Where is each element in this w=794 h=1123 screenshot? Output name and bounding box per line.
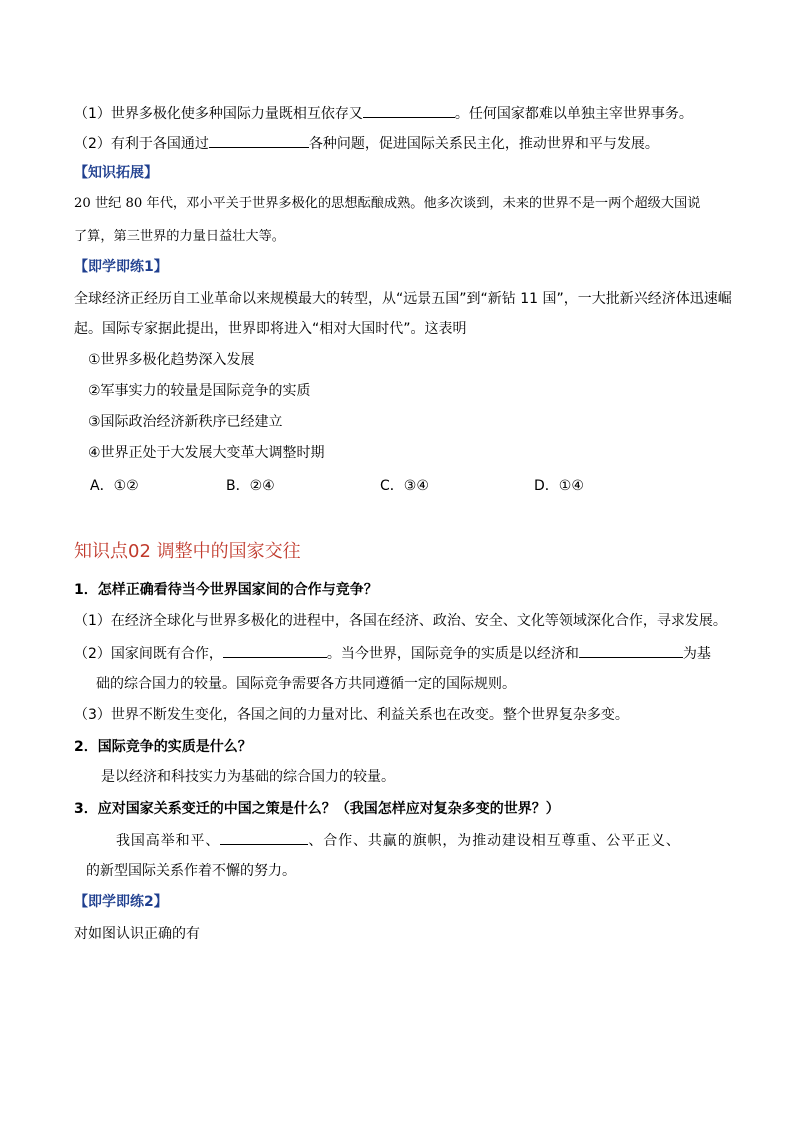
q1-paragraph-2-text: （2）国家间既有合作，: [74, 646, 223, 662]
question-3-answer-1: [116, 830, 681, 850]
practice-1-stem-2: 起。国际专家据此提出，世界即将进入“相对大国时代”。这表明: [74, 321, 467, 337]
expand-line-2: 了算，第三世界的力量日益壮大等。: [74, 229, 285, 244]
paragraph-1-text-end: 。任何国家都难以单独主宰世界事务。: [454, 106, 693, 122]
paragraph-2-text: （2）有利于各国通过: [74, 136, 209, 152]
practice-1-item-2: ②军事实力的较量是国际竞争的实质: [88, 383, 311, 399]
option-c[interactable]: C．③④: [380, 478, 429, 494]
expand-heading: 【知识拓展】: [74, 165, 158, 181]
knowledge-point-title: 知识点02 调整中的国家交往: [74, 541, 301, 562]
q1-paragraph-2-text-end: 为基: [682, 646, 711, 662]
answer-blank: [220, 830, 308, 845]
answer-blank: [579, 643, 683, 658]
paragraph-1-text: （1）世界多极化使多种国际力量既相互依存又: [74, 106, 363, 122]
question-2-answer: 是以经济和科技实力为基础的综合国力的较量。: [101, 769, 395, 785]
question-3-answer-2: 的新型国际关系作着不懈的努力。: [86, 863, 296, 879]
practice-1-item-3: ③国际政治经济新秩序已经建立: [88, 414, 283, 430]
question-3-answer-text-end: 、合作、共赢的旗帜，为推动建设相互尊重、公平正义、: [308, 833, 681, 849]
practice-2-stem: 对如图认识正确的有: [74, 926, 200, 942]
option-a[interactable]: A．①②: [90, 478, 139, 494]
answer-blank: [223, 643, 327, 658]
q1-paragraph-2: [74, 643, 711, 663]
paragraph-2: [74, 133, 659, 153]
practice-2-heading: 【即学即练2】: [74, 894, 168, 910]
practice-1-stem-1: 全球经济正经历自工业革命以来规模最大的转型，从“远景五国”到“新钻 11 国”，一大批新兴经济体迅速崛: [74, 291, 732, 307]
q1-paragraph-2-text-mid: 。当今世界，国际竞争的实质是以经济和: [326, 646, 579, 662]
question-3-answer-text: 我国高举和平、: [116, 833, 221, 849]
answer-blank: [209, 133, 309, 148]
practice-1-item-1: ①世界多极化趋势深入发展: [88, 352, 255, 368]
answer-blank: [363, 103, 455, 118]
expand-line-1: 20 世纪 80 年代，邓小平关于世界多极化的思想酝酿成熟。他多次谈到，未来的世界不是一两个超级大国说: [74, 196, 701, 211]
question-1: 1．怎样正确看待当今世界国家间的合作与竞争？: [74, 582, 378, 598]
q1-paragraph-2-cont: 础的综合国力的较量。国际竞争需要各方共同遵循一定的国际规则。: [96, 676, 516, 692]
option-b[interactable]: B．②④: [226, 478, 275, 494]
question-2: 2．国际竞争的实质是什么？: [74, 739, 252, 755]
practice-1-heading: 【即学即练1】: [74, 259, 168, 275]
q1-paragraph-3: （3）世界不断发生变化，各国之间的力量对比、利益关系也在改变。整个世界复杂多变。: [74, 707, 629, 723]
paragraph-1: [74, 103, 693, 123]
paragraph-2-text-end: 各种问题，促进国际关系民主化，推动世界和平与发展。: [308, 136, 659, 152]
q1-paragraph-1: （1）在经济全球化与世界多极化的进程中，各国在经济、政治、安全、文化等领域深化合作，寻求发展。: [74, 613, 727, 629]
option-d[interactable]: D．①④: [534, 478, 584, 494]
question-3: 3．应对国家关系变迁的中国之策是什么？（我国怎样应对复杂多变的世界？）: [74, 801, 560, 817]
practice-1-item-4: ④世界正处于大发展大变革大调整时期: [88, 445, 325, 461]
